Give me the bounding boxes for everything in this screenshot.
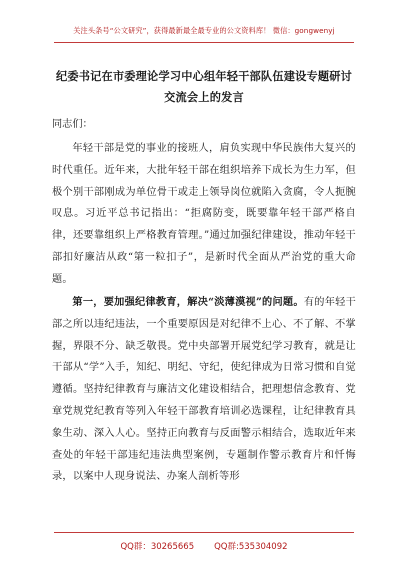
paragraph-section-1 (52, 292, 356, 488)
footer (0, 540, 408, 552)
section-1-heading: 第一，要加强纪律教育，解决“淡薄漠视”的问题。 (72, 296, 304, 308)
section-1-body: 有的年轻干部之所以违纪违法，一个重要原因是对纪律不上心、不了解、不掌握，界限不分、缺乏敬畏。党中央部署开展党纪学习教育，就是让干部从“学”入手，知纪、明纪、守纪，使纪律成为日常习惯和自觉遵循。坚持纪律教育与廉洁文化建设相结合，把理想信念教育、党章党规党纪教育等列入年轻干部教育培训必选课程，让纪律教育具象生动、深入人心。坚持正向教育与反面警示相结合，选取近年来查处的年轻干部违纪违法典型案例，专题制作警示教育片和忏悔录，以案中人现身说法、办案人剖析等形 (52, 297, 357, 483)
document-title: 纪委书记在市委理论学习中心组年轻干部队伍建设专题研讨交流会上的发言 (55, 69, 353, 104)
footer-divider (54, 532, 354, 533)
header-divider (54, 42, 354, 43)
footer-qq-group-1: QQ群：30265665 (120, 542, 195, 552)
salutation: 同志们： (52, 119, 93, 130)
header-banner: 关注头条号“公文研究”，获得最新最全最专业的公文资料库！ 微信：gongwenyj (73, 26, 335, 35)
footer-qq-group-2: QQ群:535304092 (214, 542, 288, 552)
paragraph-intro: 年轻干部是党的事业的接班人，肩负实现中华民族伟大复兴的时代重任。近年来，大批年轻干部在组织培养下成长为生力军，但极个别干部刚成为单位骨干或走上领导岗位就陷入贪腐，令人扼腕叹息。习近平总书记指出：“拒腐防变，既要靠年轻干部严格自律，还要靠组织上严格教育管理。”通过加强纪律建设，推动年轻干部扣好廉洁从政“第一粒扣子”，是新时代全面从严治党的重大命题。 (52, 143, 356, 285)
